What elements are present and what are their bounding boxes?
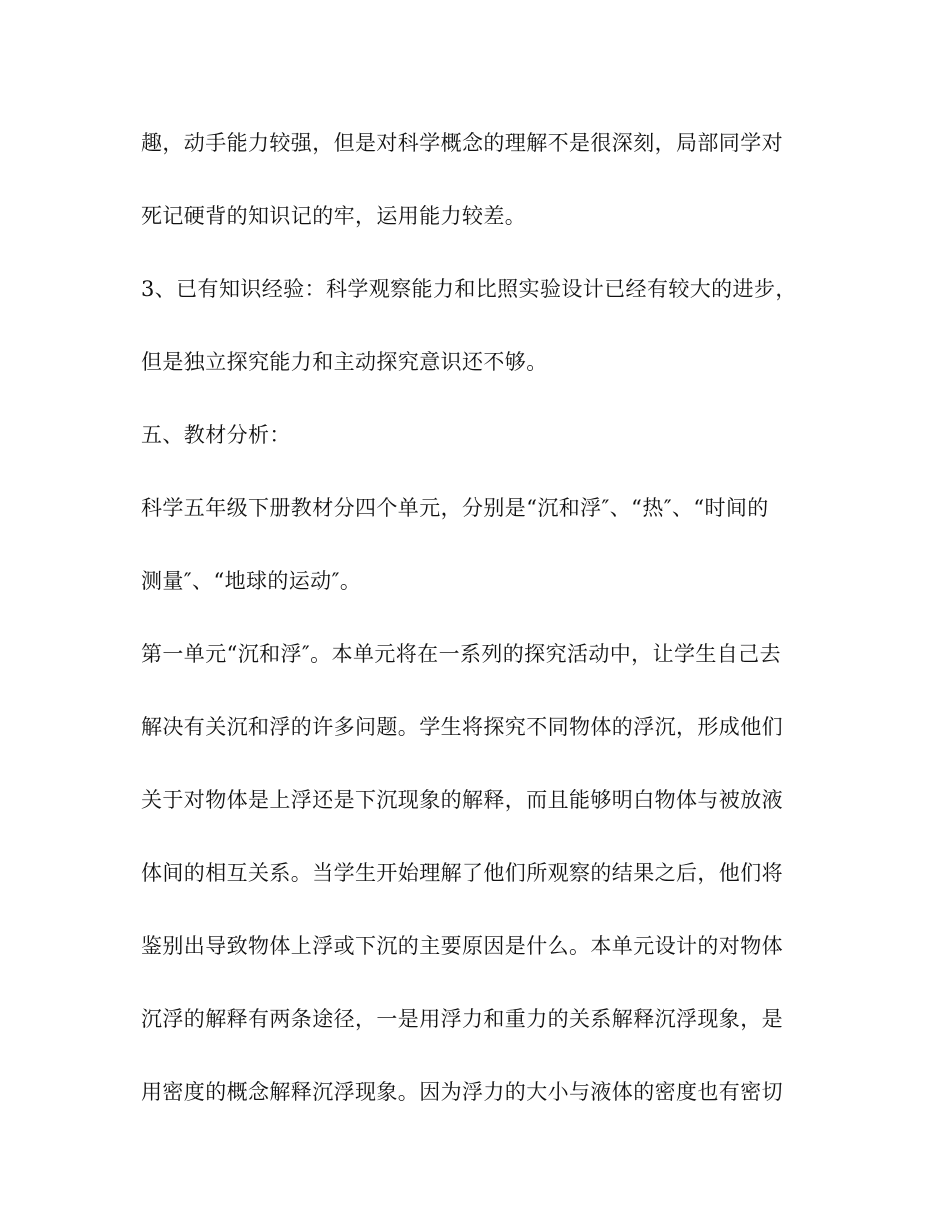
- text-line: 趣，动手能力较强，但是对科学概念的理解不是很深刻，局部同学对: [141, 131, 783, 155]
- text-line: 解决有关沉和浮的许多问题。学生将探究不同物体的浮沉，形成他们: [141, 715, 783, 739]
- text-line: 科学五年级下册教材分四个单元，分别是“沉和浮″、“热″、“时间的: [141, 496, 769, 520]
- text-line: 鉴别出导致物体上浮或下沉的主要原因是什么。本单元设计的对物体: [141, 934, 783, 958]
- text-line: 第一单元“沉和浮″。本单元将在一系列的探究活动中，让学生自己去: [141, 642, 781, 666]
- text-line: 但是独立探究能力和主动探究意识还不够。: [141, 350, 548, 374]
- text-line: 沉浮的解释有两条途径，一是用浮力和重力的关系解释沉浮现象，是: [141, 1007, 783, 1031]
- text-line: 死记硬背的知识记的牢，运用能力较差。: [141, 204, 527, 228]
- text-line: 用密度的概念解释沉浮现象。因为浮力的大小与液体的密度也有密切: [141, 1080, 783, 1104]
- text-line: 3、已有知识经验：科学观察能力和比照实验设计已经有较大的进步，: [141, 277, 797, 301]
- section-heading: 五、教材分析：: [141, 423, 291, 447]
- text-line: 测量″、“地球的运动″。: [141, 569, 362, 593]
- text-line: 体间的相互关系。当学生开始理解了他们所观察的结果之后，他们将: [141, 861, 783, 885]
- text-line: 关于对物体是上浮还是下沉现象的解释，而且能够明白物体与被放液: [141, 788, 783, 812]
